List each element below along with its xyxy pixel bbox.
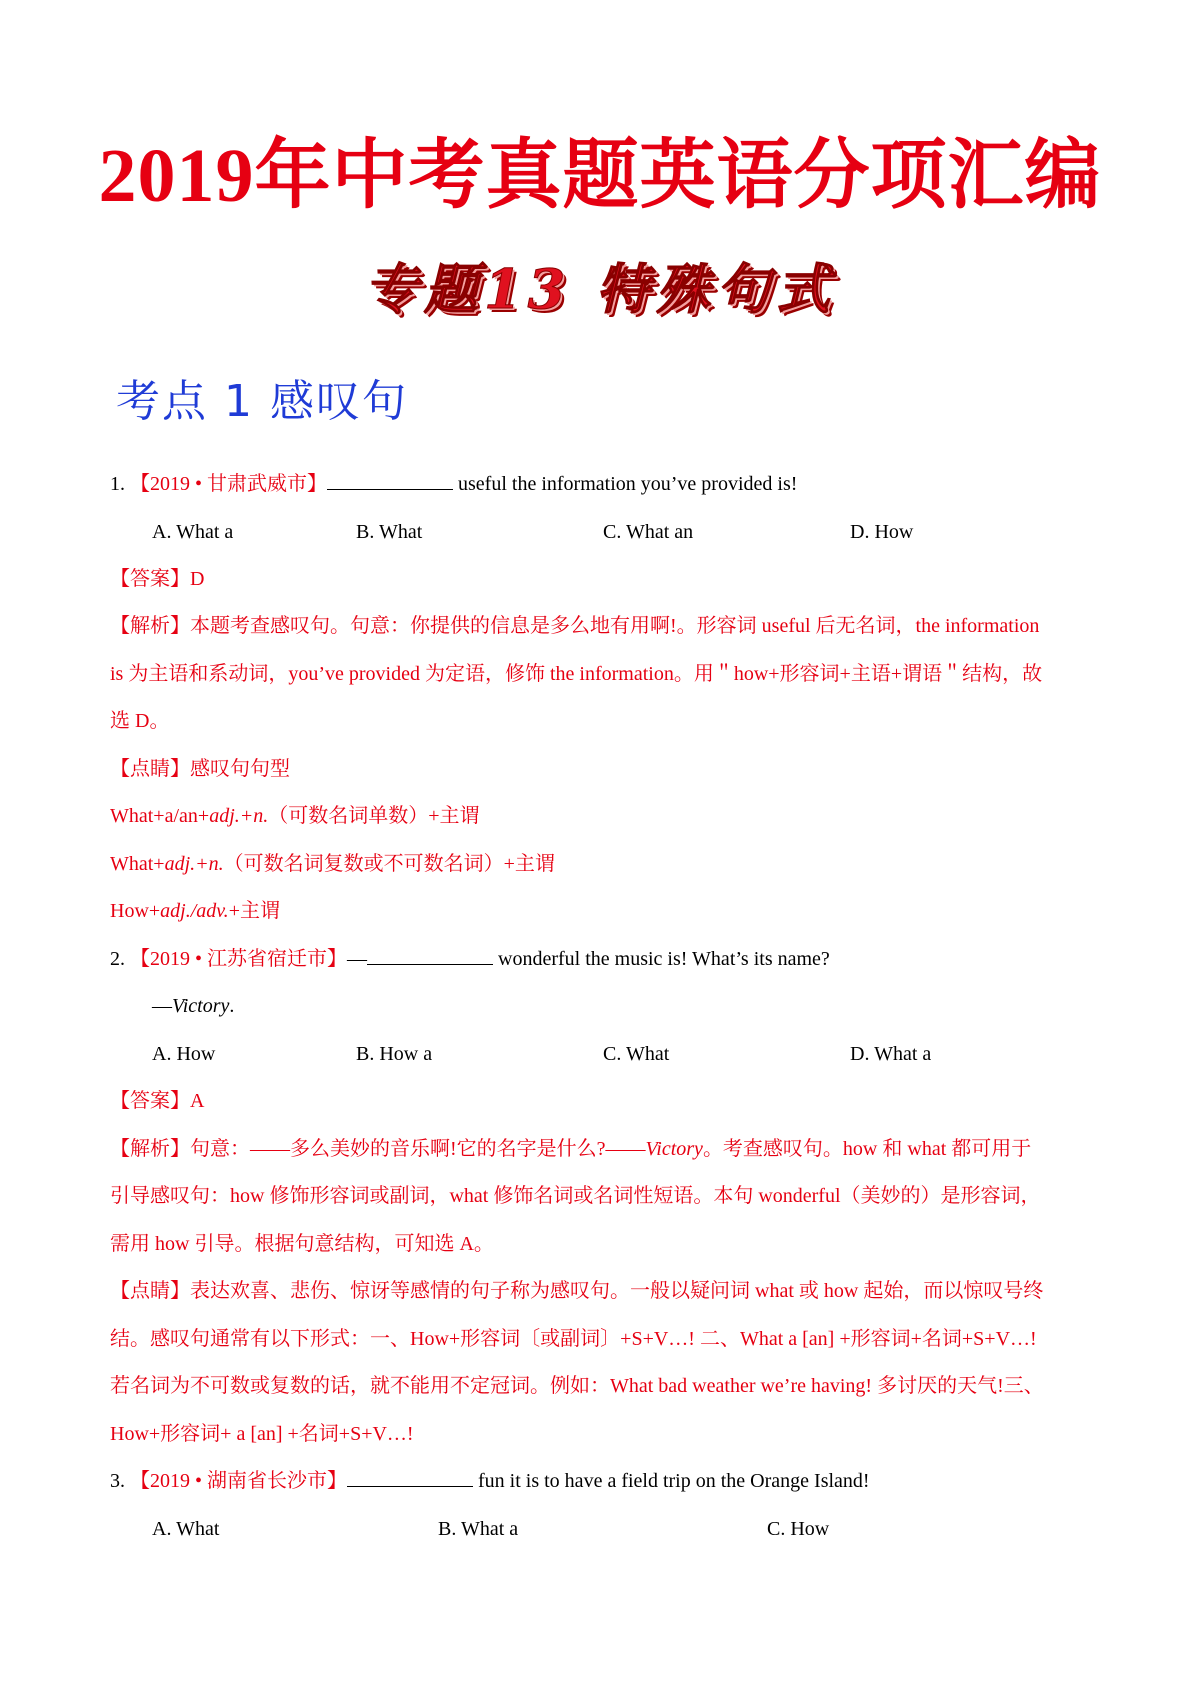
option-b: B. How a <box>356 1043 433 1065</box>
question-2: 2. 【2019 • 江苏省宿迁市】— wonderful the music is! What’s its name? <box>110 948 830 970</box>
analysis-1-line-3: 选 D。 <box>110 710 170 732</box>
analysis-2-line-1: 【解析】句意：——多么美妙的音乐啊!它的名字是什么?——Victory。考查感叹句。how 和 what 都可用于 <box>110 1138 1032 1160</box>
question-stem: useful the information you’ve provided is! <box>453 473 798 495</box>
question-source: 【2019 • 江苏省宿迁市】 <box>130 948 348 970</box>
document-subtitle: 专题13 特殊句式 <box>364 257 836 321</box>
option-a: A. How <box>152 1043 216 1065</box>
answer-blank <box>367 947 493 965</box>
tip-2-line-2: 结。感叹句通常有以下形式：一、How+形容词〔或副词〕+S+V…! 二、What a [an] +形容词+名词+S+V…! <box>110 1328 1037 1350</box>
analysis-2-line-3: 需用 how 引导。根据句意结构，可知选 A。 <box>110 1233 494 1255</box>
section-heading: 考点 1 感叹句 <box>116 376 408 427</box>
option-d: D. How <box>850 521 914 543</box>
answer-blank <box>347 1469 473 1487</box>
answer-1: 【答案】D <box>110 568 205 590</box>
option-c: C. What <box>603 1043 670 1065</box>
option-a: A. What a <box>152 521 234 543</box>
tip-2-line-3: 若名词为不可数或复数的话，就不能用不定冠词。例如：What bad weather we’re having! 多讨厌的天气!三、 <box>110 1375 1044 1397</box>
question-stem: wonderful the music is! What’s its name? <box>493 948 830 970</box>
tip-1-pattern-1: What+a/an+adj.+n.（可数名词单数）+主谓 <box>110 805 480 827</box>
question-2-reply: —Victory. <box>152 995 235 1017</box>
question-number: 3. <box>110 1470 125 1492</box>
question-1 <box>110 472 797 496</box>
question-3 <box>110 1469 870 1493</box>
option-c: C. How <box>767 1518 830 1540</box>
analysis-1-line-1: 【解析】本题考查感叹句。句意：你提供的信息是多么地有用啊!。形容词 useful 后无名词，the information <box>110 615 1040 637</box>
answer-2: 【答案】A <box>110 1090 205 1112</box>
question-stem: fun it is to have a field trip on the Orange Island! <box>473 1470 870 1492</box>
tip-2-line-4: How+形容词+ a [an] +名词+S+V…! <box>110 1423 414 1445</box>
tip-1-pattern-3: How+adj./adv.+主谓 <box>110 900 280 922</box>
analysis-2-line-2: 引导感叹句：how 修饰形容词或副词，what 修饰名词或名词性短语。本句 wonderful（美妙的）是形容词， <box>110 1185 1041 1207</box>
question-number: 2. <box>110 948 125 970</box>
document-title: 2019年中考真题英语分项汇编 <box>98 134 1102 218</box>
analysis-1-line-2: is 为主语和系动词，you’ve provided 为定语，修饰 the information。用＂how+形容词+主语+谓语＂结构，故 <box>110 663 1043 685</box>
question-number: 1. <box>110 473 125 495</box>
option-a: A. What <box>152 1518 220 1540</box>
option-d: D. What a <box>850 1043 932 1065</box>
tip-1-pattern-2: What+adj.+n.（可数名词复数或不可数名词）+主谓 <box>110 853 555 875</box>
question-source: 【2019 • 湖南省长沙市】 <box>130 1470 348 1492</box>
question-source: 【2019 • 甘肃武威市】 <box>130 473 328 495</box>
option-b: B. What <box>356 521 423 543</box>
option-c: C. What an <box>603 521 694 543</box>
tip-1-title: 【点睛】感叹句句型 <box>110 758 290 780</box>
answer-blank <box>327 472 453 490</box>
tip-2-line-1: 【点睛】表达欢喜、悲伤、惊讶等感情的句子称为感叹句。一般以疑问词 what 或 how 起始，而以惊叹号终 <box>110 1280 1044 1302</box>
option-b: B. What a <box>438 1518 519 1540</box>
